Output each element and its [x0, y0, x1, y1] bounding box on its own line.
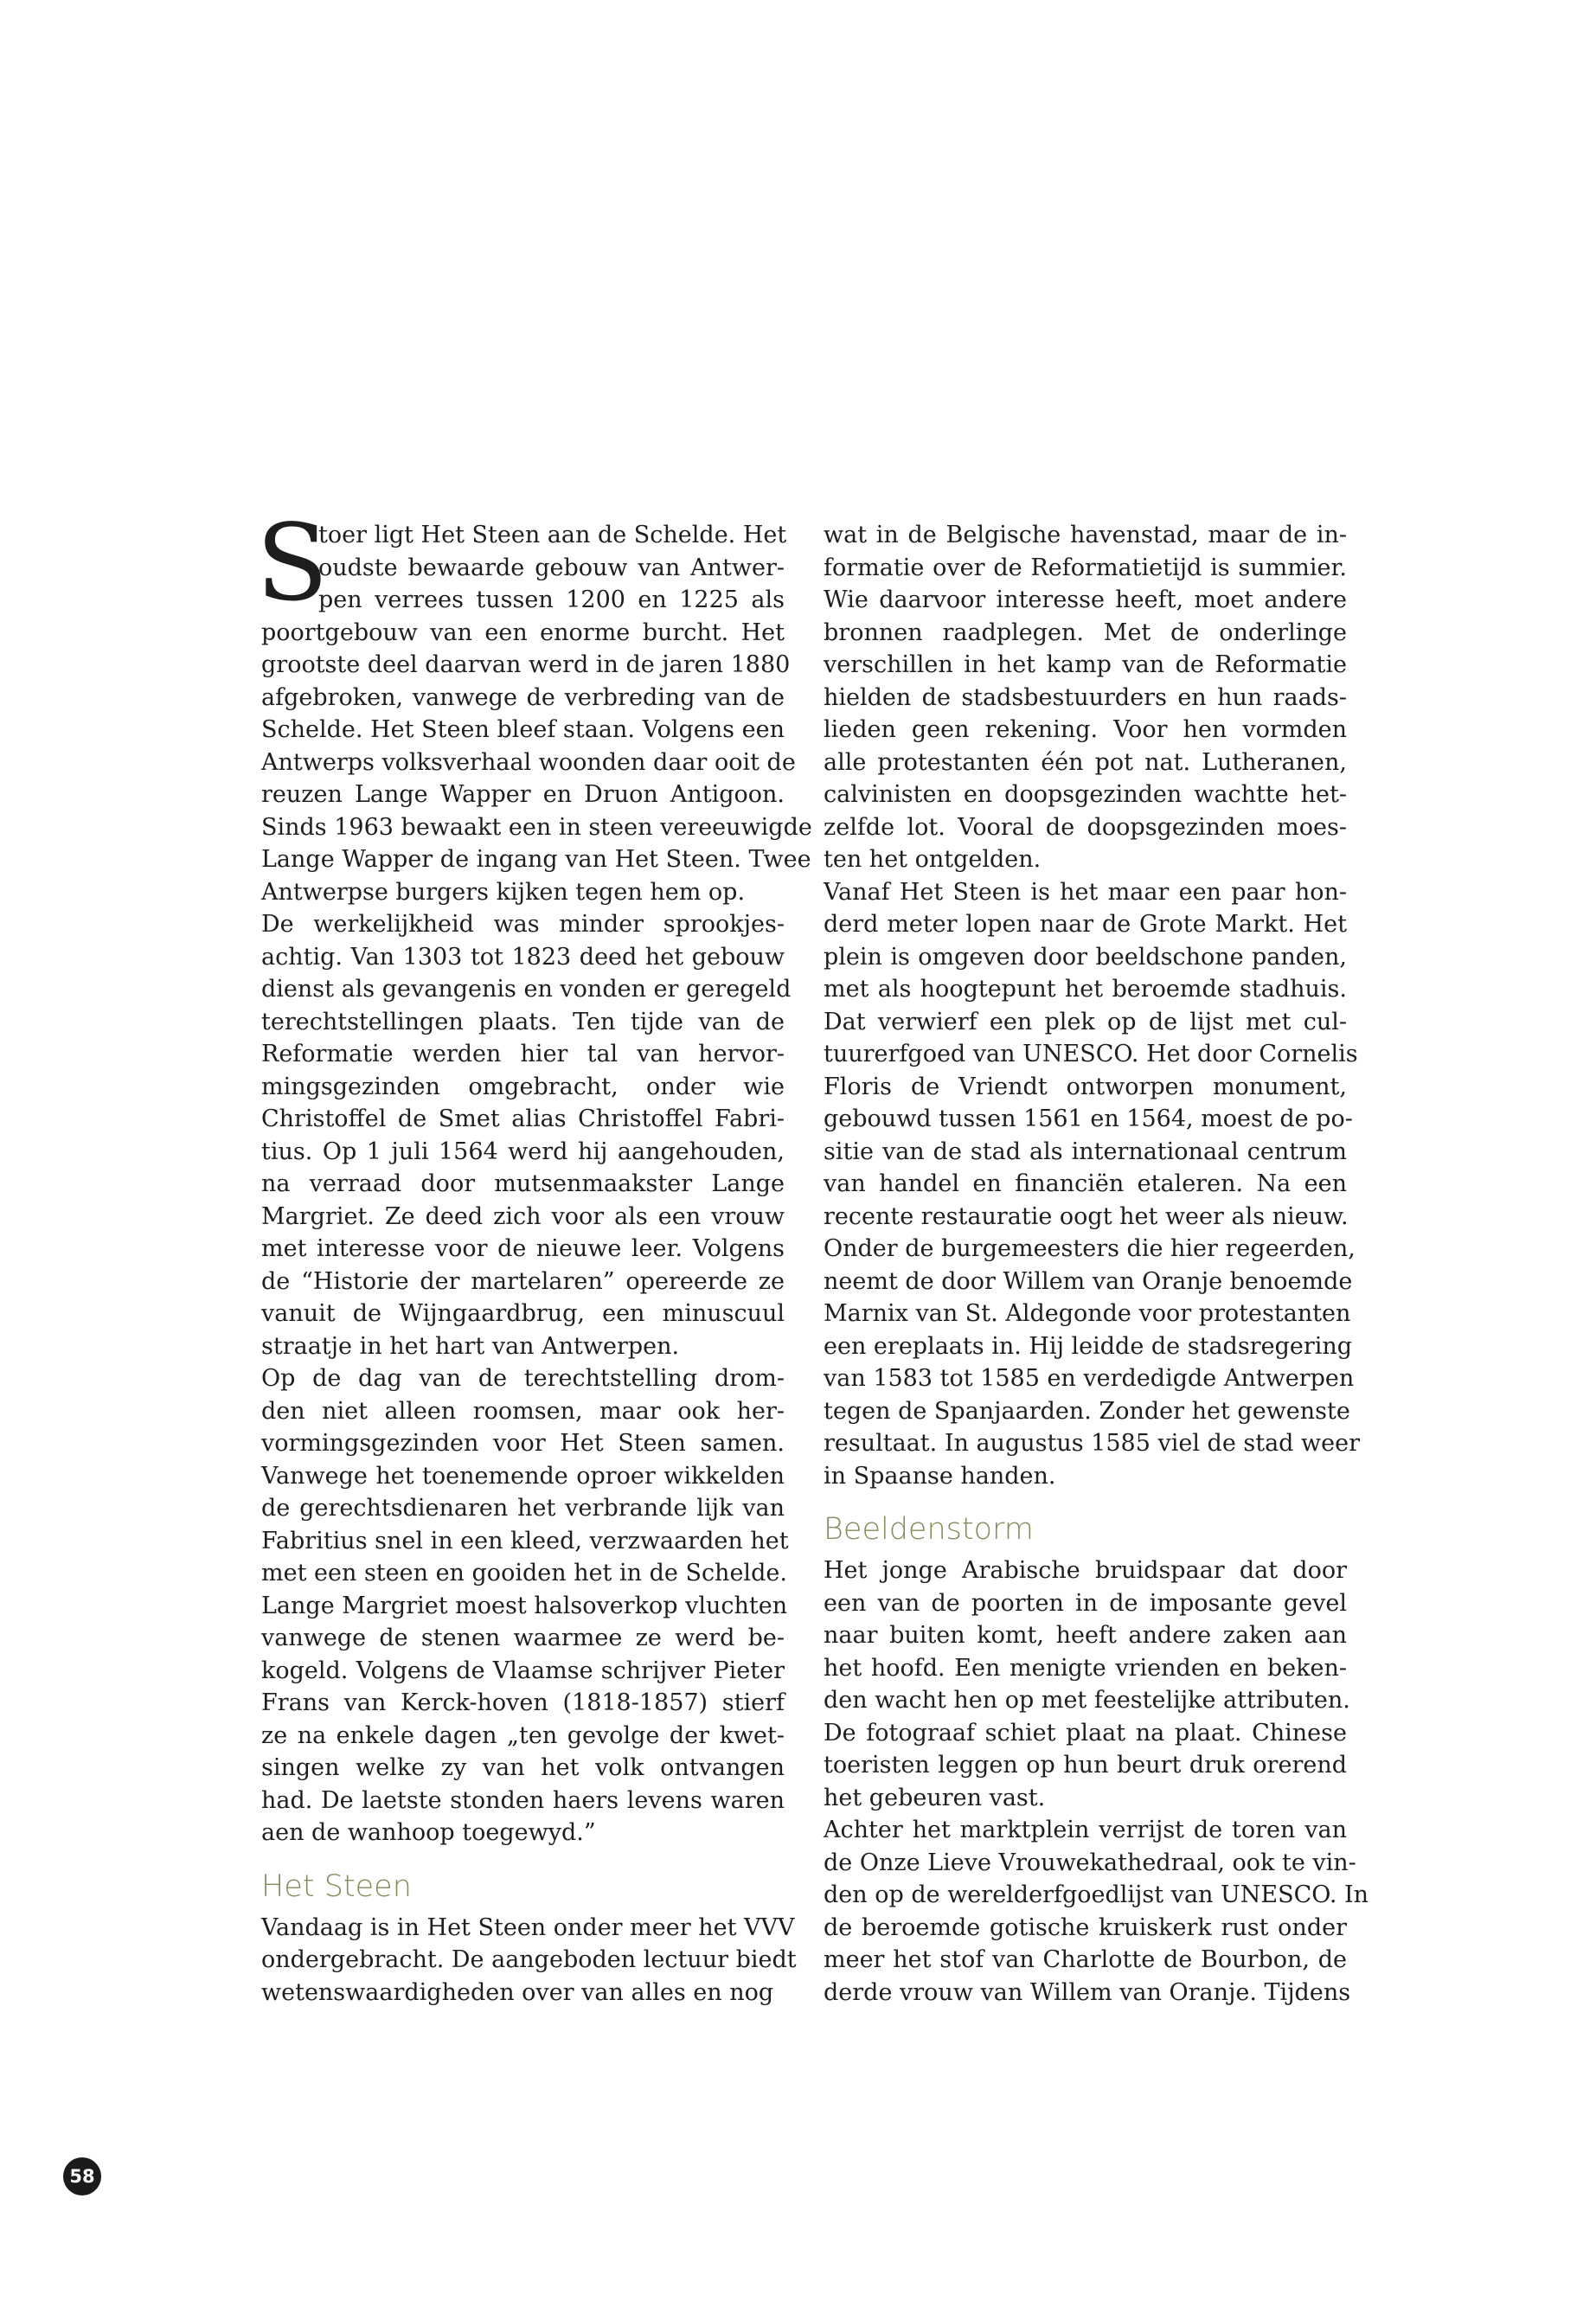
text-line: calvinisten en doopsgezinden wachtte het- — [824, 781, 1347, 808]
heading-het-steen: Het Steen — [261, 1868, 412, 1904]
text-line: achtig. Van 1303 tot 1823 deed het gebouw — [261, 943, 785, 971]
text-line: tius. Op 1 juli 1564 werd hij aangehouden, — [261, 1138, 785, 1165]
text-line: Christoffel de Smet alias Christoffel Fabri- — [261, 1106, 785, 1132]
text-line: zelfde lot. Vooral de doopsgezinden moes- — [824, 813, 1347, 841]
left-column — [256, 502, 812, 2009]
text-line: bronnen raadplegen. Met de onderlinge — [824, 619, 1347, 646]
text-line: tuurerfgoed van UNESCO. Het door Cornelis — [824, 1041, 1358, 1067]
text-line: na verraad door mutsenmaakster Lange — [261, 1170, 785, 1197]
text-line: plein is omgeven door beeldschone panden, — [824, 943, 1347, 971]
text-line: Marnix van St. Aldegonde voor protestanten — [824, 1300, 1351, 1327]
text-line: in Spaanse handen. — [824, 1462, 1056, 1490]
text-line: meer het stof van Charlotte de Bourbon, de — [824, 1946, 1347, 1973]
text-line: Onder de burgemeesters die hier regeerden, — [824, 1235, 1356, 1262]
text-line: singen welke zy van het volk ontvangen — [261, 1754, 785, 1781]
text-line: ze na enkele dagen „ten gevolge der kwet- — [261, 1721, 785, 1749]
text-line: poortgebouw van een enorme burcht. Het — [261, 619, 785, 646]
text-line: pen verrees tussen 1200 en 1225 als — [318, 586, 785, 613]
text-line: Schelde. Het Steen bleef staan. Volgens een — [261, 716, 785, 743]
text-line: oudste bewaarde gebouw van Antwer- — [318, 554, 785, 581]
text-line: het gebeuren vast. — [824, 1784, 1046, 1811]
text-line: met interesse voor de nieuwe leer. Volgens — [261, 1235, 785, 1262]
text-line: derde vrouw van Willem van Oranje. Tijdens — [824, 1978, 1351, 2006]
text-line: Dat verwierf een plek op de lijst met cul- — [824, 1008, 1347, 1035]
text-line: toeristen leggen op hun beurt druk orerend — [824, 1752, 1347, 1779]
right-column-body — [824, 519, 1361, 1492]
heading-beeldenstorm: Beeldenstorm — [824, 1512, 1034, 1547]
text-line: gebouwd tussen 1561 en 1564, moest de po- — [824, 1106, 1353, 1132]
text-line: een ereplaats in. Hij leidde de stadsregering — [824, 1332, 1353, 1360]
text-line: wat in de Belgische havenstad, maar de in- — [824, 522, 1347, 548]
text-line: met als hoogtepunt het beroemde stadhuis. — [824, 976, 1347, 1003]
text-line: Fabritius snel in een kleed, verzwaarden het — [261, 1527, 789, 1554]
text-line: met een steen en gooiden het in de Schelde. — [261, 1560, 787, 1586]
text-line: sitie van de stad als internationaal centrum — [824, 1138, 1347, 1165]
text-line: toer ligt Het Steen aan de Schelde. Het — [318, 522, 787, 548]
text-line: het hoofd. Een menigte vrienden en beken- — [824, 1654, 1347, 1682]
text-line: vanwege de stenen waarmee ze werd be- — [261, 1625, 785, 1651]
text-line: afgebroken, vanwege de verbreding van de — [261, 683, 785, 711]
text-line: De werkelijkheid was minder sprookjes- — [261, 911, 785, 938]
text-line: ten het ontgelden. — [824, 846, 1042, 873]
left-column-body — [261, 519, 812, 1849]
text-line: formatie over de Reformatietijd is summier. — [824, 554, 1347, 581]
text-line: naar buiten komt, heeft andere zaken aan — [824, 1622, 1347, 1649]
text-line: aen de wanhoop toegewyd.” — [261, 1819, 596, 1846]
text-line: een van de poorten in de imposante gevel — [824, 1589, 1347, 1617]
text-line: den wacht hen op met feestelijke attributen. — [824, 1687, 1350, 1714]
text-line: Antwerpse burgers kijken tegen hem op. — [261, 878, 746, 906]
text-line: kogeld. Volgens de Vlaamse schrijver Pieter — [261, 1657, 785, 1684]
right-column-after — [824, 1554, 1369, 2009]
text-line: Op de dag van de terechtstelling drom- — [261, 1365, 785, 1392]
text-line: Reformatie werden hier tal van hervor- — [261, 1041, 785, 1067]
text-line: grootste deel daarvan werd in de jaren 1880 — [261, 651, 791, 678]
text-line: tegen de Spanjaarden. Zonder het gewenste — [824, 1397, 1350, 1425]
text-line: de gerechtsdienaren het verbrande lijk van — [261, 1495, 785, 1522]
text-line: Frans van Kerck-hoven (1818-1857) stierf — [261, 1689, 785, 1716]
text-line: de beroemde gotische kruiskerk rust onder — [824, 1913, 1347, 1941]
text-line: hielden de stadsbestuurders en hun raads- — [824, 683, 1347, 711]
text-line: Wie daarvoor interesse heeft, moet andere — [824, 586, 1347, 613]
text-line: Sinds 1963 bewaakt een in steen vereeuwigde — [261, 813, 812, 841]
text-line: de Onze Lieve Vrouwekathedraal, ook te vin- — [824, 1849, 1356, 1876]
text-line: Antwerps volksverhaal woonden daar ooit de — [261, 748, 796, 776]
text-line: van handel en financiën etaleren. Na een — [824, 1170, 1347, 1197]
text-line: den op de werelderfgoedlijst van UNESCO. In — [824, 1881, 1369, 1908]
text-line: Floris de Vriendt ontworpen monument, — [824, 1073, 1347, 1100]
text-line: terechtstellingen plaats. Ten tijde van de — [261, 1008, 785, 1035]
text-line: Margriet. Ze deed zich voor als een vrouw — [261, 1202, 785, 1230]
text-line: Lange Margriet moest halsoverkop vluchten — [261, 1592, 788, 1619]
text-line: straatje in het hart van Antwerpen. — [261, 1332, 680, 1360]
text-line: Vandaag is in Het Steen onder meer het VVV — [261, 1913, 795, 1941]
text-line: van 1583 tot 1585 en verdedigde Antwerpen — [824, 1365, 1355, 1392]
text-line: de “Historie der martelaren” opereerde ze — [261, 1267, 785, 1295]
page-number: 58 — [63, 2157, 101, 2195]
text-line: Vanaf Het Steen is het maar een paar hon- — [824, 878, 1347, 906]
drop-cap: S — [256, 502, 329, 625]
text-line: Vanwege het toenemende oproer wikkelden — [261, 1462, 785, 1490]
text-line: Het jonge Arabische bruidspaar dat door — [824, 1557, 1347, 1584]
text-line: mingsgezinden omgebracht, onder wie — [261, 1073, 785, 1100]
text-line: vanuit de Wijngaardbrug, een minuscuul — [261, 1300, 785, 1327]
text-line: wetenswaardigheden over van alles en nog — [261, 1978, 774, 2006]
text-line: recente restauratie oogt het weer als nieuw. — [824, 1202, 1349, 1230]
text-line: neemt de door Willem van Oranje benoemde — [824, 1267, 1353, 1295]
text-line: den niet alleen roomsen, maar ook her- — [261, 1397, 785, 1425]
left-column-after — [261, 1912, 797, 2009]
text-line: Lange Wapper de ingang van Het Steen. Twee — [261, 846, 811, 873]
text-line: dienst als gevangenis en vonden er geregeld — [261, 976, 792, 1003]
text-line: resultaat. In augustus 1585 viel de stad weer — [824, 1430, 1361, 1457]
text-line: ondergebracht. De aangeboden lectuur biedt — [261, 1946, 797, 1973]
text-line: reuzen Lange Wapper en Druon Antigoon. — [261, 781, 785, 808]
text-line: alle protestanten één pot nat. Lutheranen, — [824, 748, 1347, 776]
right-column — [824, 519, 1369, 2009]
text-line: verschillen in het kamp van de Reformatie — [824, 651, 1347, 678]
text-line: had. De laetste stonden haers levens waren — [261, 1786, 785, 1814]
text-line: Achter het marktplein verrijst de toren van — [824, 1817, 1347, 1843]
text-line: lieden geen rekening. Voor hen vormden — [824, 716, 1347, 743]
text-line: De fotograaf schiet plaat na plaat. Chinese — [824, 1719, 1347, 1747]
text-line: vormingsgezinden voor Het Steen samen. — [261, 1430, 785, 1457]
text-line: derd meter lopen naar de Grote Markt. Het — [824, 911, 1347, 938]
